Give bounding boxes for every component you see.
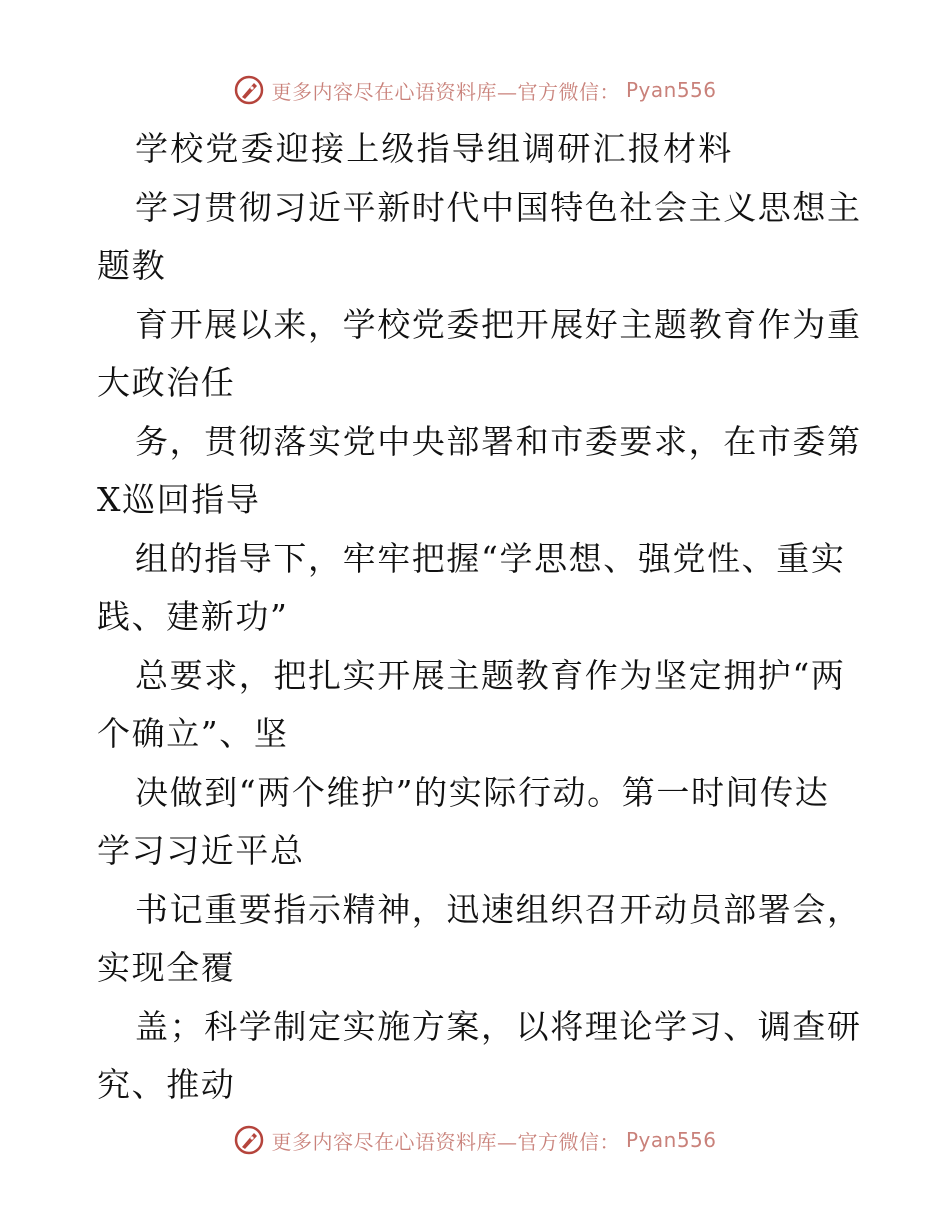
paragraph-line: 究、推动 <box>97 1065 236 1104</box>
paragraph-line: 学习习近平总 <box>97 831 305 870</box>
watermark-wechat-id: Pyan556 <box>625 1128 717 1152</box>
paragraph-line: X巡回指导 <box>97 480 261 519</box>
paragraph-line: 大政治任 <box>97 363 236 402</box>
document-title: 学校党委迎接上级指导组调研汇报材料 <box>135 129 734 168</box>
paragraph-line: 实现全覆 <box>97 948 236 987</box>
paragraph-line: 组的指导下，牢牢把握“学思想、强党性、重实 <box>135 538 846 578</box>
document-body <box>97 120 862 1115</box>
header-watermark <box>0 74 950 106</box>
paragraph-line: 决做到“两个维护”的实际行动。第一时间传达 <box>135 772 830 812</box>
footer-watermark <box>0 1124 950 1156</box>
paragraph-line: 育开展以来，学校党委把开展好主题教育作为重 <box>135 304 862 344</box>
paragraph-line: 总要求，把扎实开展主题教育作为坚定拥护“两 <box>135 655 846 695</box>
pen-nib-circle-icon <box>233 1124 265 1156</box>
watermark-text: 更多内容尽在心语资料库—官方微信： <box>271 79 620 104</box>
watermark-wechat-id: Pyan556 <box>625 78 717 102</box>
paragraph-line: 盖；科学制定实施方案，以将理论学习、调查研 <box>135 1006 862 1046</box>
watermark-text: 更多内容尽在心语资料库—官方微信： <box>271 1129 620 1154</box>
pen-nib-circle-icon <box>233 74 265 106</box>
paragraph-line: 学习贯彻习近平新时代中国特色社会主义思想主 <box>135 187 862 227</box>
paragraph-line: 务，贯彻落实党中央部署和市委要求，在市委第 <box>135 421 862 461</box>
paragraph-line: 书记重要指示精神，迅速组织召开动员部署会， <box>135 889 862 929</box>
paragraph-line: 个确立”、坚 <box>97 714 289 753</box>
paragraph-line: 题教 <box>97 246 167 285</box>
paragraph-line: 践、建新功” <box>97 597 289 636</box>
